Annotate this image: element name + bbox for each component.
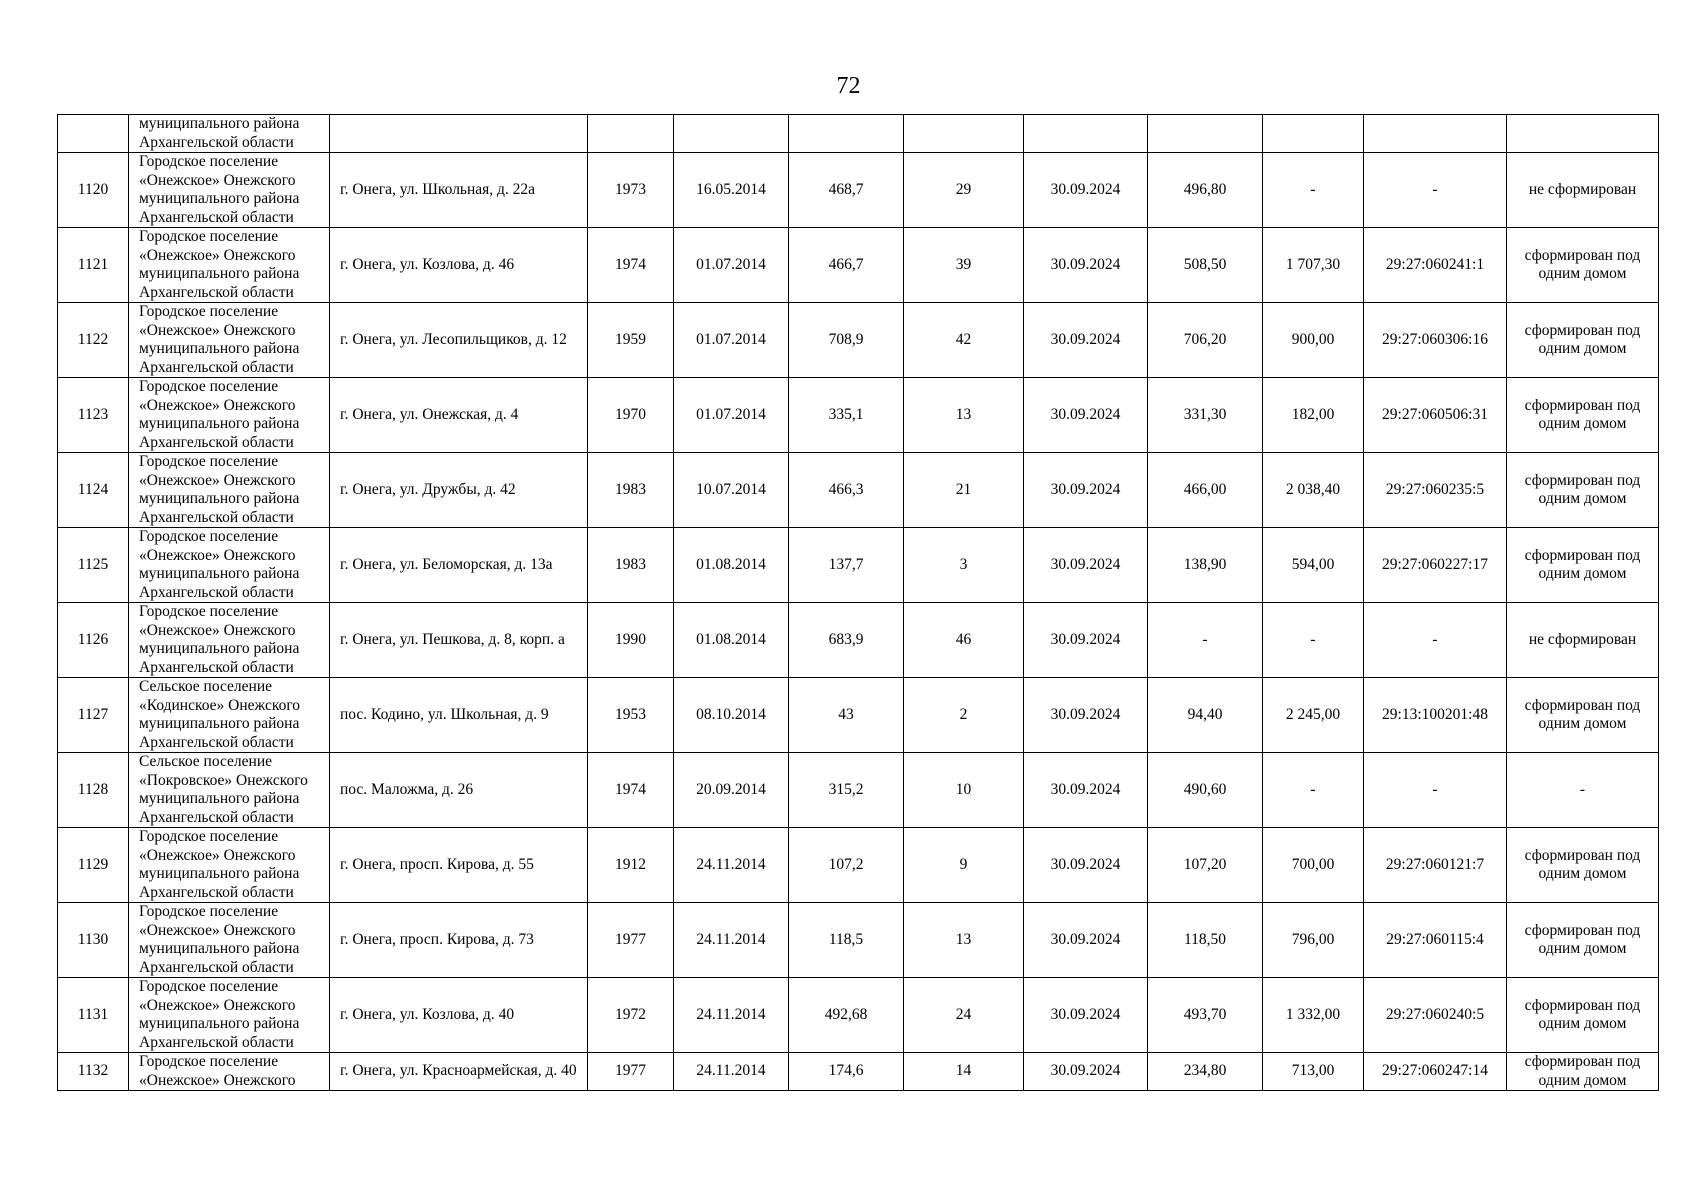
- cell-land-area: 713,00: [1263, 1053, 1364, 1091]
- cell-date: 16.05.2014: [674, 153, 789, 228]
- cell-residents: 24: [904, 978, 1024, 1053]
- cell-deadline: 30.09.2024: [1024, 453, 1148, 528]
- table-row: [58, 153, 1659, 228]
- cell-no: 1130: [58, 903, 129, 978]
- cell-status: сформирован под одним домом: [1507, 903, 1659, 978]
- cell-area2: 490,60: [1148, 753, 1263, 828]
- cell-address: г. Онега, ул. Лесопильщиков, д. 12: [330, 303, 588, 378]
- cell-residents: 46: [904, 603, 1024, 678]
- cell-cadastral: 29:27:060235:5: [1364, 453, 1507, 528]
- cell-area2: 331,30: [1148, 378, 1263, 453]
- cell-address: г. Онега, ул. Пешкова, д. 8, корп. а: [330, 603, 588, 678]
- cell-address: г. Онега, ул. Беломорская, д. 13а: [330, 528, 588, 603]
- cell-no: 1132: [58, 1053, 129, 1091]
- cell-address: г. Онега, ул. Школьная, д. 22а: [330, 153, 588, 228]
- cell-owner: Городское поселение «Онежское» Онежского муниципального района Архангельской области: [129, 228, 330, 303]
- cell-residents: 42: [904, 303, 1024, 378]
- cell-year: 1990: [588, 603, 674, 678]
- cell-cadastral: 29:13:100201:48: [1364, 678, 1507, 753]
- cell-cadastral: -: [1364, 153, 1507, 228]
- table-row-continuation: [58, 115, 1659, 153]
- cell-status: сформирован под одним домом: [1507, 453, 1659, 528]
- cell-area2: 466,00: [1148, 453, 1263, 528]
- cell-status: не сформирован: [1507, 603, 1659, 678]
- cell-land-area: 2 245,00: [1263, 678, 1364, 753]
- cell-cadastral: 29:27:060240:5: [1364, 978, 1507, 1053]
- cell-cadastral: 29:27:060506:31: [1364, 378, 1507, 453]
- cell-area: 43: [789, 678, 904, 753]
- cell-no: 1120: [58, 153, 129, 228]
- cell-area2: 508,50: [1148, 228, 1263, 303]
- cell-deadline: 30.09.2024: [1024, 678, 1148, 753]
- cell-date: 01.07.2014: [674, 228, 789, 303]
- cell-status: [1507, 115, 1659, 153]
- cell-owner: Сельское поселение «Кодинское» Онежского муниципального района Архангельской области: [129, 678, 330, 753]
- cell-cadastral: 29:27:060306:16: [1364, 303, 1507, 378]
- cell-land-area: 1 332,00: [1263, 978, 1364, 1053]
- cell-deadline: 30.09.2024: [1024, 978, 1148, 1053]
- cell-deadline: 30.09.2024: [1024, 303, 1148, 378]
- cell-status: сформирован под одним домом: [1507, 978, 1659, 1053]
- cell-owner: Городское поселение «Онежское» Онежского муниципального района Архангельской области: [129, 378, 330, 453]
- cell-area2: 493,70: [1148, 978, 1263, 1053]
- cell-address: г. Онега, ул. Онежская, д. 4: [330, 378, 588, 453]
- table-row: [58, 903, 1659, 978]
- cell-no: 1123: [58, 378, 129, 453]
- cell-cadastral: 29:27:060247:14: [1364, 1053, 1507, 1091]
- cell-area: 492,68: [789, 978, 904, 1053]
- cell-no: 1125: [58, 528, 129, 603]
- cell-residents: 10: [904, 753, 1024, 828]
- table-row: [58, 678, 1659, 753]
- cell-status: сформирован под одним домом: [1507, 1053, 1659, 1091]
- table-row: [58, 378, 1659, 453]
- cell-area: 683,9: [789, 603, 904, 678]
- cell-area2: [1148, 115, 1263, 153]
- cell-date: 24.11.2014: [674, 978, 789, 1053]
- table-row: [58, 753, 1659, 828]
- cell-year: 1977: [588, 1053, 674, 1091]
- cell-land-area: 900,00: [1263, 303, 1364, 378]
- cell-year: 1977: [588, 903, 674, 978]
- cell-cadastral: 29:27:060115:4: [1364, 903, 1507, 978]
- cell-area: 466,7: [789, 228, 904, 303]
- cell-area2: 107,20: [1148, 828, 1263, 903]
- table-row: [58, 303, 1659, 378]
- cell-status: сформирован под одним домом: [1507, 528, 1659, 603]
- cell-no: 1124: [58, 453, 129, 528]
- cell-area2: 94,40: [1148, 678, 1263, 753]
- cell-deadline: 30.09.2024: [1024, 603, 1148, 678]
- cell-residents: 9: [904, 828, 1024, 903]
- cell-status: сформирован под одним домом: [1507, 228, 1659, 303]
- cell-date: [674, 115, 789, 153]
- cell-area: 468,7: [789, 153, 904, 228]
- cell-owner: Городское поселение «Онежское» Онежского муниципального района Архангельской области: [129, 153, 330, 228]
- cell-date: 24.11.2014: [674, 828, 789, 903]
- cell-deadline: 30.09.2024: [1024, 528, 1148, 603]
- cell-year: 1974: [588, 228, 674, 303]
- cell-cadastral: -: [1364, 603, 1507, 678]
- cell-owner: муниципального района Архангельской области: [129, 115, 330, 153]
- cell-deadline: 30.09.2024: [1024, 228, 1148, 303]
- cell-address: [330, 115, 588, 153]
- cell-address: г. Онега, ул. Козлова, д. 46: [330, 228, 588, 303]
- cell-no: 1122: [58, 303, 129, 378]
- cell-area: 315,2: [789, 753, 904, 828]
- cell-year: 1953: [588, 678, 674, 753]
- table-row: [58, 1053, 1659, 1091]
- housing-registry-table: [57, 114, 1659, 1091]
- cell-residents: 3: [904, 528, 1024, 603]
- cell-year: 1973: [588, 153, 674, 228]
- cell-residents: 39: [904, 228, 1024, 303]
- cell-cadastral: [1364, 115, 1507, 153]
- cell-year: 1983: [588, 528, 674, 603]
- cell-year: 1972: [588, 978, 674, 1053]
- cell-year: [588, 115, 674, 153]
- cell-land-area: -: [1263, 153, 1364, 228]
- cell-land-area: 796,00: [1263, 903, 1364, 978]
- cell-land-area: -: [1263, 603, 1364, 678]
- cell-no: 1127: [58, 678, 129, 753]
- cell-deadline: 30.09.2024: [1024, 828, 1148, 903]
- cell-status: сформирован под одним домом: [1507, 378, 1659, 453]
- cell-land-area: [1263, 115, 1364, 153]
- cell-deadline: 30.09.2024: [1024, 1053, 1148, 1091]
- cell-land-area: 182,00: [1263, 378, 1364, 453]
- cell-owner: Городское поселение «Онежское» Онежского муниципального района Архангельской области: [129, 528, 330, 603]
- cell-date: 24.11.2014: [674, 903, 789, 978]
- cell-deadline: [1024, 115, 1148, 153]
- cell-status: сформирован под одним домом: [1507, 678, 1659, 753]
- cell-area2: 496,80: [1148, 153, 1263, 228]
- cell-year: 1959: [588, 303, 674, 378]
- cell-no: 1121: [58, 228, 129, 303]
- cell-year: 1983: [588, 453, 674, 528]
- cell-no: [58, 115, 129, 153]
- cell-area: [789, 115, 904, 153]
- cell-deadline: 30.09.2024: [1024, 903, 1148, 978]
- cell-land-area: 2 038,40: [1263, 453, 1364, 528]
- cell-residents: 14: [904, 1053, 1024, 1091]
- cell-address: г. Онега, просп. Кирова, д. 55: [330, 828, 588, 903]
- cell-date: 20.09.2014: [674, 753, 789, 828]
- cell-no: 1126: [58, 603, 129, 678]
- cell-residents: 13: [904, 903, 1024, 978]
- cell-address: пос. Кодино, ул. Школьная, д. 9: [330, 678, 588, 753]
- cell-area2: -: [1148, 603, 1263, 678]
- cell-status: не сформирован: [1507, 153, 1659, 228]
- cell-address: пос. Маложма, д. 26: [330, 753, 588, 828]
- cell-year: 1974: [588, 753, 674, 828]
- cell-area: 708,9: [789, 303, 904, 378]
- cell-area: 107,2: [789, 828, 904, 903]
- cell-residents: [904, 115, 1024, 153]
- cell-area: 137,7: [789, 528, 904, 603]
- cell-address: г. Онега, ул. Красноармейская, д. 40: [330, 1053, 588, 1091]
- cell-owner: Городское поселение «Онежское» Онежского муниципального района Архангельской области: [129, 828, 330, 903]
- cell-land-area: 700,00: [1263, 828, 1364, 903]
- page-number: 72: [836, 73, 861, 99]
- table-row: [58, 603, 1659, 678]
- cell-land-area: 594,00: [1263, 528, 1364, 603]
- table-row: [58, 453, 1659, 528]
- cell-area: 466,3: [789, 453, 904, 528]
- cell-date: 01.07.2014: [674, 303, 789, 378]
- cell-cadastral: 29:27:060121:7: [1364, 828, 1507, 903]
- cell-residents: 2: [904, 678, 1024, 753]
- cell-address: г. Онега, просп. Кирова, д. 73: [330, 903, 588, 978]
- cell-address: г. Онега, ул. Козлова, д. 40: [330, 978, 588, 1053]
- cell-area2: 706,20: [1148, 303, 1263, 378]
- cell-no: 1128: [58, 753, 129, 828]
- cell-date: 01.08.2014: [674, 528, 789, 603]
- table-row: [58, 978, 1659, 1053]
- cell-date: 24.11.2014: [674, 1053, 789, 1091]
- cell-deadline: 30.09.2024: [1024, 753, 1148, 828]
- cell-status: сформирован под одним домом: [1507, 303, 1659, 378]
- cell-land-area: -: [1263, 753, 1364, 828]
- table-row: [58, 528, 1659, 603]
- cell-owner: Городское поселение «Онежское» Онежского муниципального района Архангельской области: [129, 303, 330, 378]
- cell-date: 01.08.2014: [674, 603, 789, 678]
- cell-residents: 13: [904, 378, 1024, 453]
- cell-no: 1129: [58, 828, 129, 903]
- cell-owner: Городское поселение «Онежское» Онежского муниципального района Архангельской области: [129, 903, 330, 978]
- cell-owner: Городское поселение «Онежское» Онежского муниципального района Архангельской области: [129, 453, 330, 528]
- cell-area2: 138,90: [1148, 528, 1263, 603]
- cell-deadline: 30.09.2024: [1024, 153, 1148, 228]
- cell-residents: 21: [904, 453, 1024, 528]
- cell-owner: Городское поселение «Онежское» Онежского муниципального района Архангельской области: [129, 978, 330, 1053]
- cell-area2: 234,80: [1148, 1053, 1263, 1091]
- cell-residents: 29: [904, 153, 1024, 228]
- cell-area: 118,5: [789, 903, 904, 978]
- cell-date: 08.10.2014: [674, 678, 789, 753]
- cell-year: 1912: [588, 828, 674, 903]
- table-row: [58, 828, 1659, 903]
- cell-year: 1970: [588, 378, 674, 453]
- cell-date: 01.07.2014: [674, 378, 789, 453]
- table-row: [58, 228, 1659, 303]
- cell-cadastral: 29:27:060241:1: [1364, 228, 1507, 303]
- cell-no: 1131: [58, 978, 129, 1053]
- cell-cadastral: 29:27:060227:17: [1364, 528, 1507, 603]
- cell-address: г. Онега, ул. Дружбы, д. 42: [330, 453, 588, 528]
- cell-date: 10.07.2014: [674, 453, 789, 528]
- cell-area2: 118,50: [1148, 903, 1263, 978]
- cell-owner: Городское поселение «Онежское» Онежского: [129, 1053, 330, 1091]
- cell-area: 335,1: [789, 378, 904, 453]
- cell-owner: Сельское поселение «Покровское» Онежского муниципального района Архангельской области: [129, 753, 330, 828]
- cell-deadline: 30.09.2024: [1024, 378, 1148, 453]
- cell-owner: Городское поселение «Онежское» Онежского муниципального района Архангельской области: [129, 603, 330, 678]
- cell-cadastral: -: [1364, 753, 1507, 828]
- cell-area: 174,6: [789, 1053, 904, 1091]
- cell-status: сформирован под одним домом: [1507, 828, 1659, 903]
- cell-status: -: [1507, 753, 1659, 828]
- cell-land-area: 1 707,30: [1263, 228, 1364, 303]
